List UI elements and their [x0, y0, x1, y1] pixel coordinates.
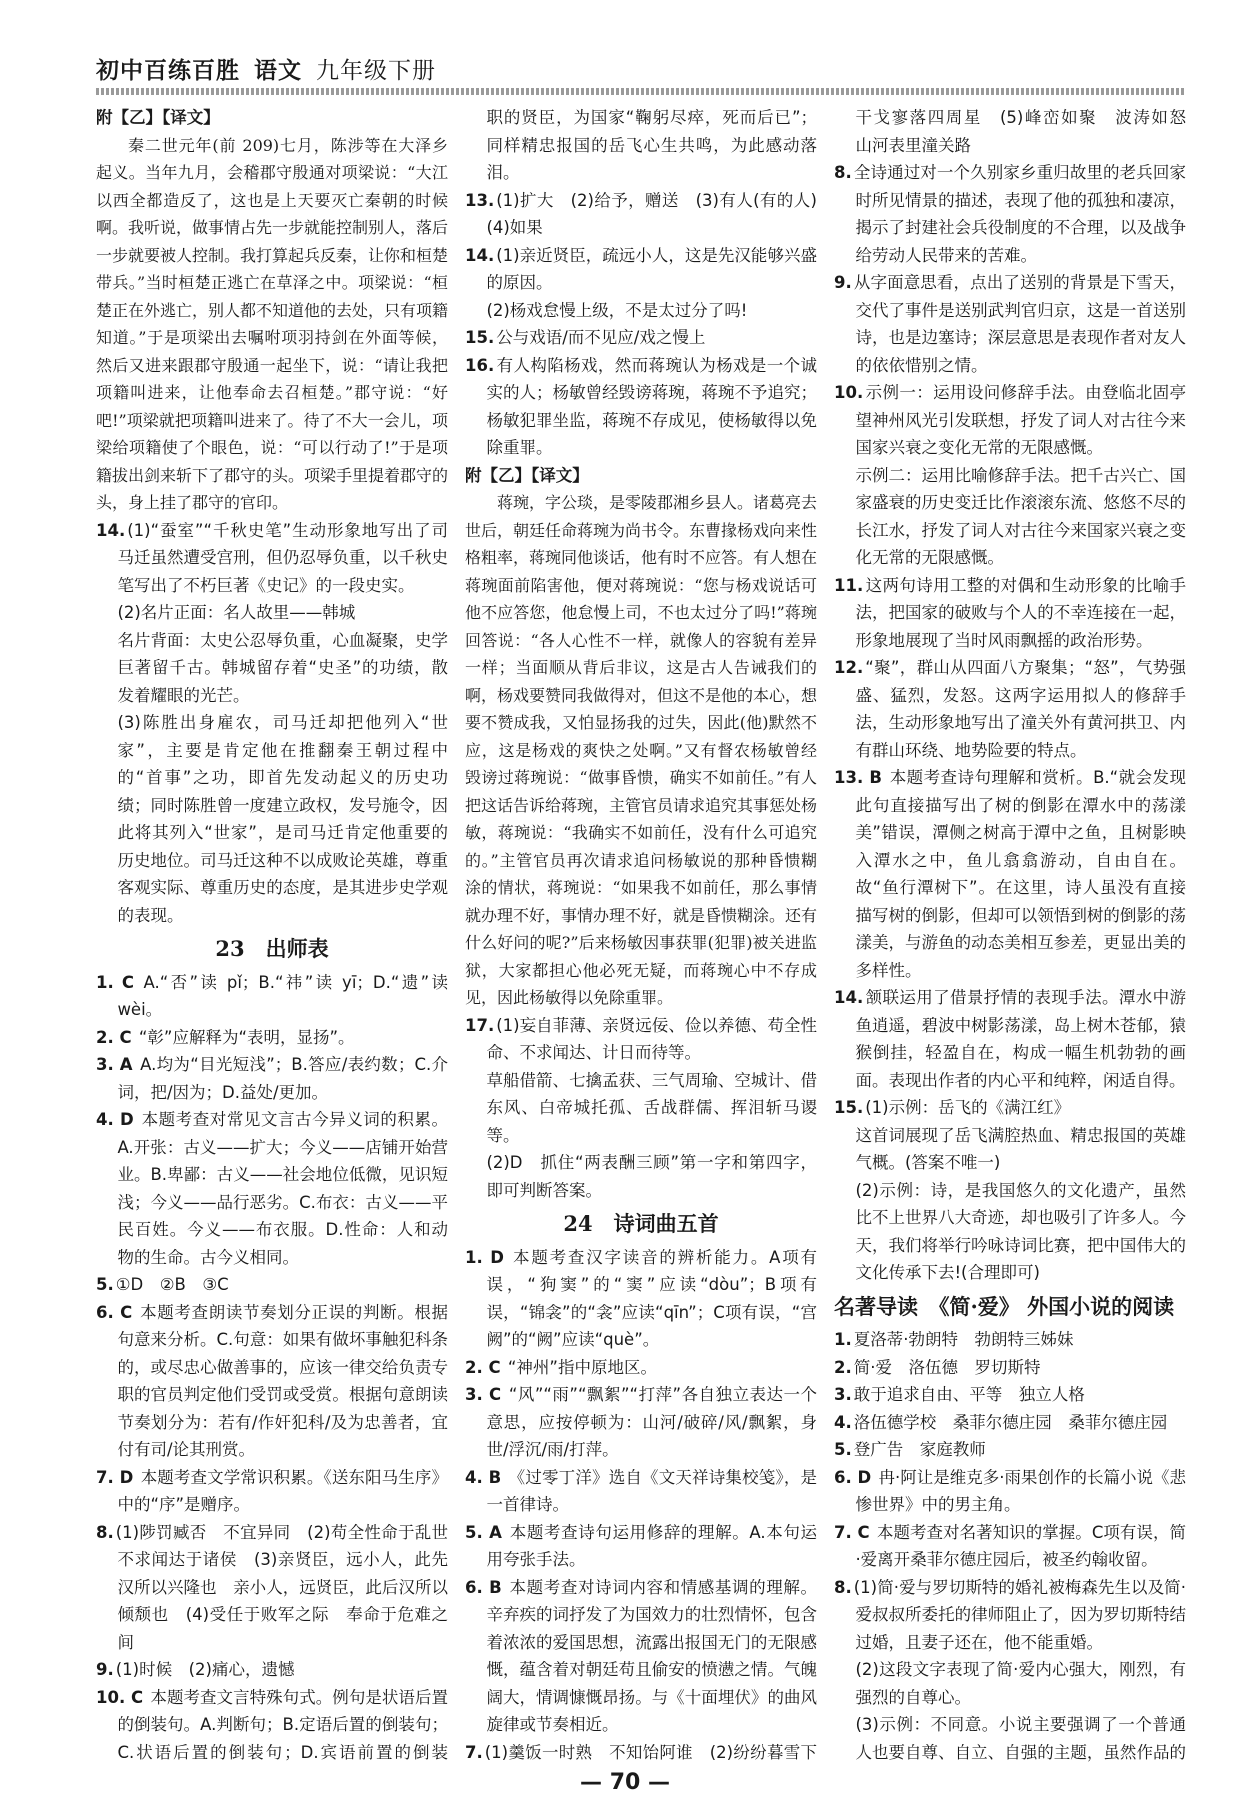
- grade-name: 九年级下册: [316, 58, 436, 84]
- subject-name: 语文: [254, 58, 302, 84]
- answer-item: 14. (1)亲近贤臣，疏远小人，这是先汉能够兴盛的原因。: [465, 245, 817, 292]
- answer-item: 9. 从字面意思看，点出了送别的背景是下雪天，交代了事件是送别武判官归京，这是一首送别诗，也是边塞诗；深层意思是表现作者对友人的依依惜别之情。: [834, 273, 1186, 375]
- answer-item: 14. 颔联运用了借景抒情的表现手法。潭水中游鱼逍遥，碧波中树影荡漾，岛上树木苍郁，猿猴倒挂，轻盈自在，构成一幅生机勃勃的画面。表现出作者的内心平和纯粹，闲适自得。: [834, 988, 1186, 1090]
- translation-tag: 附【乙】【译文】: [96, 108, 220, 127]
- answer-text: (2)名片正面：名人故里——韩城: [117, 603, 356, 622]
- answer-item: 6. B 本题考查对诗词内容和情感基调的理解。辛弃疾的词抒发了为国效力的壮烈情怀，包含着浓浓的爱国思想，流露出报国无门的无限感慨，蕴含着对朝廷苟且偷安的愤懑之情。气魄阔大，情调慷慨昂扬。与《十面埋伏》的曲风旋律或节奏相近。: [465, 1577, 817, 1734]
- answer-item: 7. D 本题考查文学常识积累。《送东阳马生序》中的“序”是赠序。: [96, 1467, 448, 1514]
- answer-text: (2)示例：诗，是我国悠久的文化遗产，虽然比不上世界八大奇迹，却也吸引了许多人。今天，我们将举行吟咏诗词比赛，把中国伟大的文化传承下去!(合理即可): [855, 1180, 1186, 1282]
- answer-item: 8. (1)简·爱与罗切斯特的婚礼被梅森先生以及简·爱叔叔所委托的律师阻止了，因为罗切斯特结过婚，且妻子还在，他不能重婚。: [834, 1577, 1186, 1652]
- answer-text: (3)陈胜出身雇农，司马迁却把他列入“世家”，主要是肯定他在推翻秦王朝过程中的“首事”之功，即首先发动起义的历史功绩；同时陈胜曾一度建立政权，发号施令，因此将其列入“世家”，是司马迁肯定他重要的历史地位。司马迁这种不以成败论英雄，尊重客观实际、尊重历史的态度，是其进步史学观的表现。: [117, 713, 448, 925]
- answer-text: (1)“蚕室”“千秋史笔”生动形象地写出了司马迁虽然遭受宫刑，但仍忍辱负重，以千秋史笔写出了不朽巨著《史记》的一段史实。: [117, 520, 448, 595]
- answer-item: 10. 示例一：运用设问修辞手法。由登临北固亭望神州风光引发联想，抒发了词人对古往今来国家兴衰之变化无常的无限感慨。: [834, 383, 1186, 457]
- column-middle: [465, 104, 817, 1764]
- answer-item: 8. (1)陟罚臧否 不宜异同 (2)苟全性命于乱世 不求闻达于诸侯 (3)亲贤臣，远小人，此先汉所以兴隆也 亲小人，远贤臣，此后汉所以倾颓也 (4)受任于败军之际 奉命于危难之间: [96, 1522, 448, 1652]
- series-name: 初中百练百胜: [96, 58, 240, 84]
- answer-item: 13. (1)扩大 (2)给予，赠送 (3)有人(有的人) (4)如果: [465, 190, 817, 237]
- answer-item: 5. ①D ②B ③C: [96, 1275, 229, 1294]
- answer-text: (3)示例：不同意。小说主要强调了一个普通人也要自尊、自立、自强的主题，虽然作品的: [855, 1715, 1186, 1762]
- answer-text: 草船借箭、七擒孟获、三气周瑜、空城计、借东风、白帝城托孤、舌战群儒、挥泪斩马谡等。: [486, 1070, 817, 1145]
- column-right: [834, 104, 1186, 1764]
- answer-item: 4. 洛伍德学校 桑菲尔德庄园 桑菲尔德庄园: [834, 1412, 1168, 1432]
- answer-item: 6. D 冉·阿让是维克多·雨果创作的长篇小说《悲惨世界》中的男主角。: [834, 1467, 1186, 1514]
- translation-text: 秦二世元年(前 209)七月，陈涉等在大泽乡起义。当年九月，会稽郡守殷通对项梁说：“大江以西全都造反了，这也是上天要灭亡秦朝的时候啊。我听说，做事情占先一步就能控制别人，落后一步就要被人控制。我打算起兵反秦，让你和桓楚带兵。”当时桓楚正逃亡在草泽之中。项梁说：“桓楚正在外逃亡，别人都不知道他的去处，只有项籍知道。”于是项梁出去嘱咐项羽持剑在外面等候，然后又进来跟郡守殷通一起坐下，说：“请让我把项籍叫进来，让他奉命去召桓楚。”郡守说：“好吧!”项梁就把项籍叫进来了。待了不大一会儿，项梁给项籍使了个眼色，说：“可以行动了!”于是项籍拔出剑来斩下了郡守的头。项梁手里提着郡守的头，身上挂了郡守的官印。: [96, 135, 448, 512]
- answer-item: 3. 敢于追求自由、平等 独立人格: [834, 1385, 1085, 1404]
- translation-text: 蒋琬，字公琰，是零陵郡湘乡县人。诸葛亮去世后，朝廷任命蒋琬为尚书令。东曹掾杨戏向来性格粗率，蒋琬同他谈话，他有时不应答。有人想在蒋琬面前陷害他，便对蒋琬说：“您与杨戏说话可他不应答您，他怠慢上司，不也太过分了吗!”蒋琬回答说：“各人心性不一样，就像人的容貌有差异一样；当面顺从背后非议，这是古人告诫我们的啊，杨戏要赞同我做得对，但这不是他的本心，想要不赞成我，又怕显扬我的过失，因此(他)默然不应，这是杨戏的爽快之处啊。”又有督农杨敏曾经毁谤过蒋琬说：“做事昏愦，确实不如前任。”有人把这话告诉给蒋琬，主管官员请求追究其事惩处杨敏，蒋琬说：“我确实不如前任，没有什么可追究的。”主管官员再次请求追问杨敏说的那种昏愦糊涂的情状，蒋琬说：“如果我不如前任，那么事情就办理不好，事情办理不好，就是昏愦糊涂。还有什么好问的呢?”后来杨敏因事获罪(犯罪)被关进监狱，大家都担心他必死无疑，而蒋琬心中不存成见，因此杨敏得以免除重罪。: [465, 493, 817, 1007]
- answer-item: 12. “聚”，群山从四面八方聚集；“怒”，气势强盛、猛烈，发怒。这两字运用拟人的修辞手法，生动形象地写出了潼关外有黄河拱卫、内有群山环绕、地势险要的特点。: [834, 658, 1186, 760]
- answer-item: 5. A 本题考查诗句运用修辞的理解。A.本句运用夸张手法。: [465, 1522, 817, 1569]
- answer-item: 8. 全诗通过对一个久别家乡重归故里的老兵回家时所见情景的描述，表现了他的孤独和凄凉，揭示了封建社会兵役制度的不合理，以及战争给劳动人民带来的苦难。: [834, 163, 1186, 265]
- answer-text: 示例二：运用比喻修辞手法。把千古兴亡、国家盛衰的历史变迁比作滚滚东流、悠悠不尽的长江水，抒发了词人对古往今来国家兴衰之变化无常的无限感慨。: [855, 465, 1186, 567]
- answer-text: (2)杨戏怠慢上级，不是太过分了吗!: [486, 300, 748, 320]
- answer-text: 这首词展现了岳飞满腔热血、精忠报国的英雄气概。(答案不唯一): [855, 1125, 1186, 1172]
- answer-text: 干戈寥落四周星 (5)峰峦如聚 波涛如怒 山河表里潼关路: [855, 108, 1186, 155]
- answer-item: 15. (1)示例：岳飞的《满江红》: [834, 1098, 1071, 1117]
- answer-item: 4. B 《过零丁洋》选自《文天祥诗集校笺》，是一首律诗。: [465, 1467, 817, 1514]
- answer-item: 13. B 本题考查诗句理解和赏析。B.“就会发现此句直接描写出了树的倒影在潭水中的荡漾美”错误，潭侧之树高于潭中之鱼，且树影映入潭水之中，鱼儿翕翕游动，自由自在。故“鱼行潭树下”。在这里，诗人虽没有直接描写树的倒影，但却可以领悟到树的倒影的荡漾美，与游鱼的动态美相互参差，更显出美的多样性。: [834, 768, 1186, 980]
- section-title: 名著导读 《简·爱》 外国小说的阅读: [834, 1293, 1175, 1319]
- answer-item: 2. 简·爱 洛伍德 罗切斯特: [834, 1357, 1041, 1377]
- answer-text: (2)D 抓住“两表酬三顾”第一字和第四字，即可判断答案。: [486, 1153, 817, 1200]
- answer-item: 5. 登广告 家庭教师: [834, 1440, 986, 1459]
- answer-item: 17. (1)妄自菲薄、亲贤远佞、俭以养德、苟全性命、不求闻达、计日而待等。: [465, 1015, 817, 1062]
- answer-item: 1. 夏洛蒂·勃朗特 勃朗特三姊妹: [834, 1330, 1074, 1349]
- answer-item: 16. 有人构陷杨戏，然而蒋琬认为杨戏是一个诚实的人；杨敏曾经毁谤蒋琬，蒋琬不予追究；杨敏犯罪坐监，蒋琬不存成见，使杨敏得以免除重罪。: [465, 355, 817, 457]
- answer-item: 7. (1)羹饭一时熟 不知饴阿谁 (2)纷纷暮雪下: [465, 1742, 817, 1762]
- translation-tag: 附【乙】【译文】: [465, 465, 589, 485]
- answer-item: 15. 公与戏语/而不见应/戏之慢上: [465, 328, 706, 347]
- answer-item: 3. A A.均为“目光短浅”；B.答应/表约数；C.介词，把/因为；D.益处/更加。: [96, 1055, 448, 1102]
- answer-item: 14. (1)“蚕室”“千秋史笔”生动形象地写出了司马迁虽然遭受宫刑，但仍忍辱负重，以千秋史笔写出了不朽巨著《史记》的一段史实。: [96, 520, 448, 595]
- column-left: [96, 104, 448, 1764]
- answer-item: 10. C 本题考查文言特殊句式。例句是状语后置的倒装句。A.判断句；B.定语后置的倒装句；C.状语后置的倒装句；D.宾语前置的倒装: [96, 1687, 448, 1762]
- answer-item: 2. C “彰”应解释为“表明，显扬”。: [96, 1027, 355, 1047]
- answer-item: 4. D 本题考查对常见文言古今异义词的积累。A.开张：古义——扩大；今义——店铺开始营业。B.卑鄙：古义——社会地位低微，见识短浅；今义——品行恶劣。C.布衣：古义——平民百姓。今义——布衣服。D.性命：人和动物的生命。古今义相同。: [96, 1110, 448, 1267]
- page-header: [96, 52, 1186, 85]
- answer-item: 6. C 本题考查朗读节奏划分正误的判断。根据句意来分析。C.句意：如果有做坏事触犯科条的，或尽忠心做善事的，应该一律交给负责专职的官员判定他们受罚或受赏。根据句意朗读节奏划分为：若有/作奸犯科/及为忠善者，宜付有司/论其刑赏。: [96, 1302, 448, 1459]
- answer-text: (2)这段文字表现了简·爱内心强大，刚烈，有强烈的自尊心。: [855, 1660, 1186, 1707]
- answer-item: 9. (1)时候 (2)痛心，遗憾: [96, 1660, 295, 1679]
- answer-text: 职的贤臣，为国家“鞠躬尽瘁，死而后已”；同样精忠报国的岳飞心生共鸣，为此感动落泪。: [486, 108, 817, 182]
- answer-item: 2. C “神州”指中原地区。: [465, 1357, 657, 1377]
- header-divider: [96, 88, 1186, 95]
- answer-text: 名片背面：太史公忍辱负重，心血凝聚，史学巨著留千古。韩城留存着“史圣”的功绩，散发着耀眼的光芒。: [117, 630, 448, 705]
- page-number: — 70 —: [580, 1770, 670, 1795]
- answer-item: 3. C “风”“雨”“飘絮”“打萍”各自独立表达一个意思，应按停顿为：山河/破碎/风/飘絮，身世/浮沉/雨/打萍。: [465, 1385, 817, 1459]
- answer-item: 1. D 本题考查汉字读音的辨析能力。A项有误，“狗窦”的“窦”应读“dòu”；B项有误，“锦衾”的“衾”应读“qīn”；C项有误，“宫阙”的“阙”应读“què”。: [465, 1247, 817, 1349]
- answer-item: 1. C A.“否”读 pǐ；B.“祎”读 yī；D.“遗”读 wèi。: [96, 972, 448, 1019]
- answer-item: 11. 这两句诗用工整的对偶和生动形象的比喻手法，把国家的破败与个人的不幸连接在一起，形象地展现了当时风雨飘摇的政治形势。: [834, 575, 1186, 650]
- section-title: 24 诗词曲五首: [563, 1211, 719, 1236]
- answer-item: 7. C 本题考查对名著知识的掌握。C项有误，简·爱离开桑菲尔德庄园后，被圣约翰收留。: [834, 1522, 1186, 1569]
- section-title: 23 出师表: [215, 936, 329, 961]
